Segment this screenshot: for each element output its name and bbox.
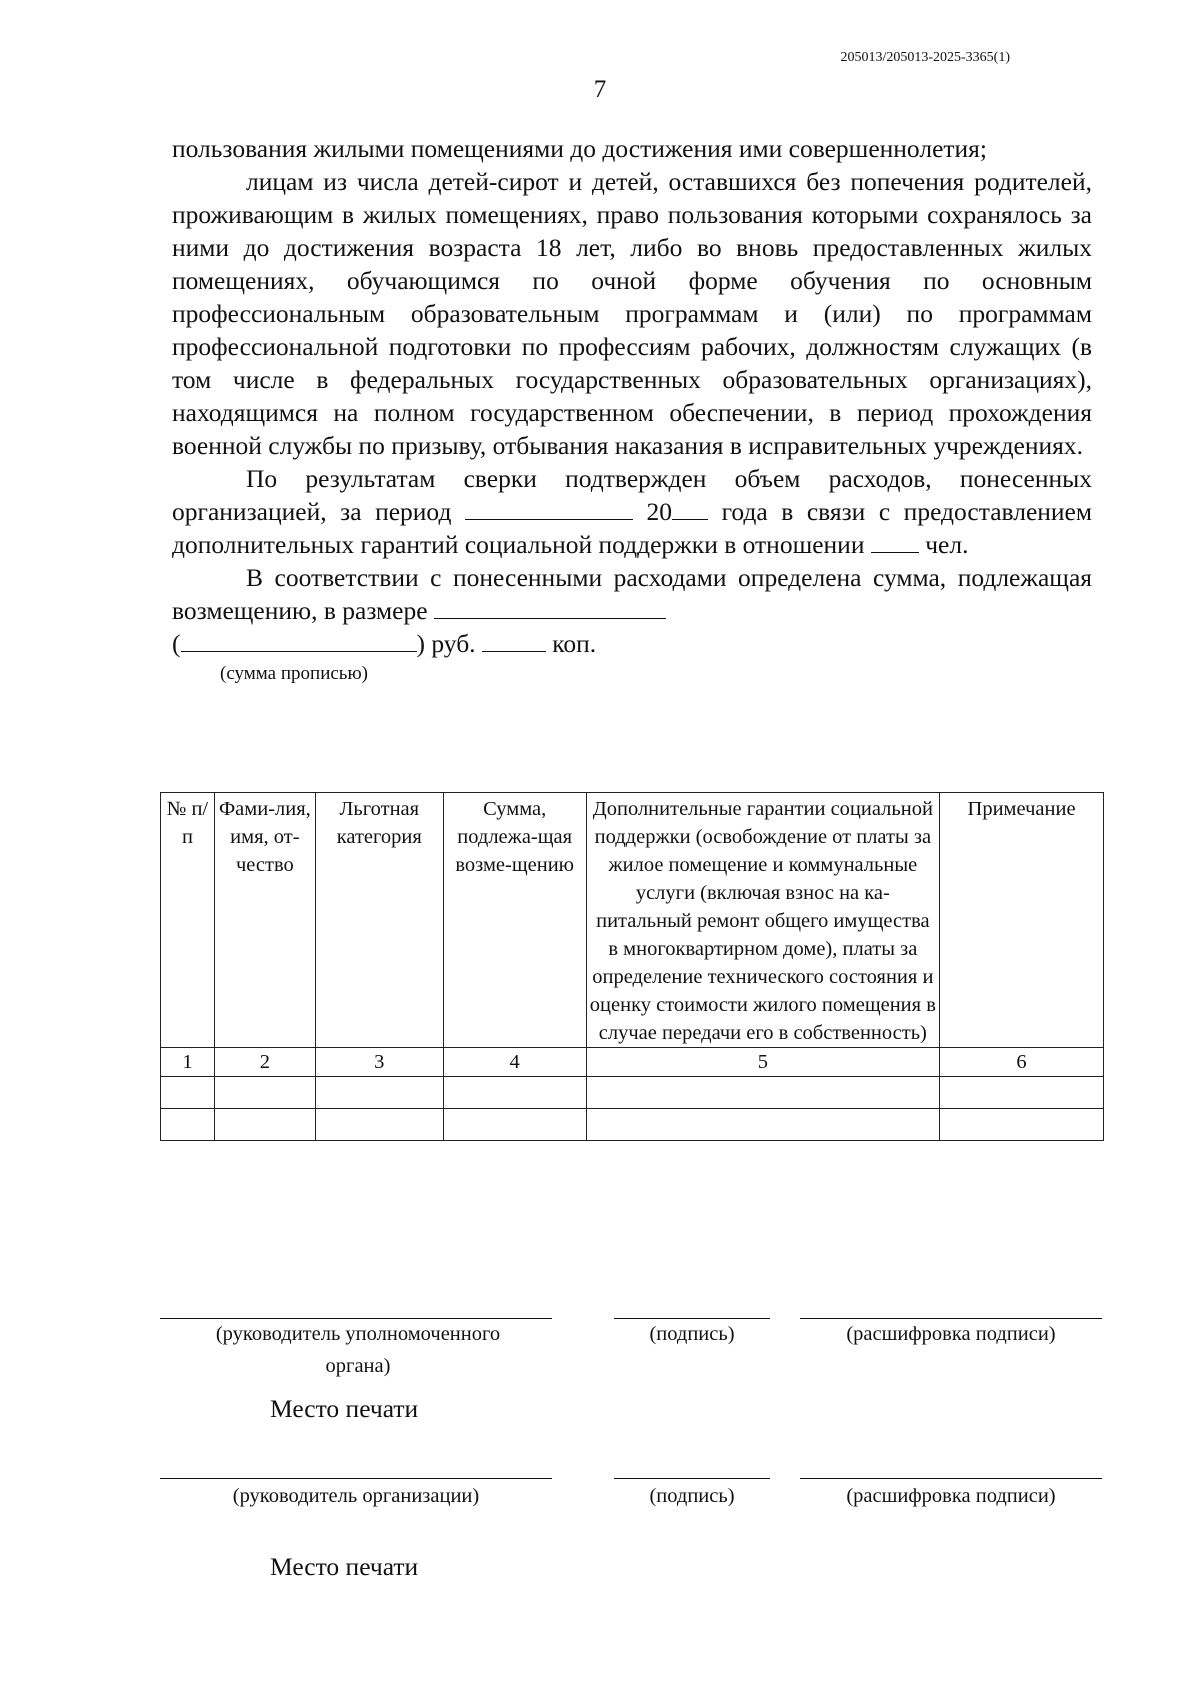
org-head-caption: (руководитель организации) xyxy=(232,1485,480,1507)
amount-blank[interactable] xyxy=(434,596,666,619)
signature-caption: (подпись) xyxy=(649,1485,735,1507)
table-cell[interactable] xyxy=(214,1077,315,1109)
compensation-table xyxy=(160,792,1104,1141)
seal-place-2: Место печати xyxy=(270,1552,419,1581)
col-header-number: № п/п xyxy=(161,793,215,1048)
col-header-note: Примечание xyxy=(940,793,1104,1048)
year-blank[interactable] xyxy=(672,497,708,520)
authority-head-caption: (руководитель уполномоченного органа) xyxy=(215,1323,501,1377)
table-header-row xyxy=(161,793,1104,1048)
col-header-amount: Сумма, подлежа-щая возме-щению xyxy=(443,793,586,1048)
paragraph-1: пользования жилыми помещениями до достижения ими совершеннолетия; xyxy=(172,134,987,163)
table-cell[interactable] xyxy=(940,1077,1104,1109)
signature-decoding-caption: (расшифровка подписи) xyxy=(846,1323,1056,1345)
paragraph-3-text-c: года в связи с предоставлением дополнительных гарантий социальной поддержки в отношении xyxy=(172,497,1093,559)
table-cell[interactable] xyxy=(443,1109,586,1141)
persons-blank[interactable] xyxy=(871,530,919,553)
table-cell[interactable] xyxy=(586,1077,940,1109)
table-cell[interactable] xyxy=(161,1077,215,1109)
signature-decoding-caption: (расшифровка подписи) xyxy=(846,1485,1056,1507)
column-number: 4 xyxy=(443,1048,586,1077)
rub-label: ) руб. xyxy=(416,629,476,658)
document-number: 205013/205013-2025-3365(1) xyxy=(840,50,1010,65)
document-body xyxy=(172,132,1092,686)
table-cell[interactable] xyxy=(940,1109,1104,1141)
column-number: 5 xyxy=(586,1048,940,1077)
col-header-benefit-category: Льготная категория xyxy=(315,793,443,1048)
sum-in-words-note: (сумма прописью) xyxy=(220,663,368,684)
table-cell[interactable] xyxy=(586,1109,940,1141)
period-blank[interactable] xyxy=(465,497,633,520)
table-cell[interactable] xyxy=(315,1109,443,1141)
column-number-row xyxy=(161,1048,1104,1077)
col-header-guarantees: Дополнительные гарантии социальной поддержки (освобождение от платы за жилое помещение и коммунальные услуги (включая взнос на ка-питальный ремонт общего имущества в многоквартирном доме), платы за определение технического состояния и оценку стоимости жилого помещения в случае передачи его в собственность) xyxy=(586,793,940,1048)
amount-words-blank[interactable] xyxy=(181,629,417,652)
column-number: 1 xyxy=(161,1048,215,1077)
org-decoding-line[interactable] xyxy=(800,1478,1102,1479)
table-cell[interactable] xyxy=(443,1077,586,1109)
paragraph-3 xyxy=(172,462,1092,561)
table-row xyxy=(161,1109,1104,1141)
table-cell[interactable] xyxy=(315,1077,443,1109)
table-cell[interactable] xyxy=(161,1109,215,1141)
org-head-line[interactable] xyxy=(160,1478,552,1479)
paragraph-2: лицам из числа детей-сирот и детей, оставшихся без попечения родителей, проживающим в жилых помещениях, право пользования которыми сохранялось за ними до достижения возраста 18 лет, либо во вновь предоставленных жилых помещениях, обучающимся по очной форме обучения по основным профессиональным образовательным программам и (или) по программам профессиональной подготовки по профессиям рабочих, должностям служащих (в том числе в федеральных государственных образовательных организациях), находящимся на полном государственном обеспечении, в период прохождения военной службы по призыву, отбывания наказания в исправительных учреждениях. xyxy=(172,167,1092,460)
persons-unit: чел. xyxy=(925,530,969,559)
paragraph-3-text-a: По результатам сверки подтвержден объем расходов, понесенных организацией, за период xyxy=(172,464,1092,526)
col-header-full-name: Фами-лия, имя, от-чество xyxy=(214,793,315,1048)
table-cell[interactable] xyxy=(214,1109,315,1141)
table-row xyxy=(161,1077,1104,1109)
page-number: 7 xyxy=(593,76,607,103)
signature-caption: (подпись) xyxy=(649,1323,735,1345)
org-signature-line[interactable] xyxy=(614,1478,770,1479)
seal-place-1: Место печати xyxy=(270,1394,419,1423)
kop-label: коп. xyxy=(552,629,597,658)
amount-words-line xyxy=(172,627,1092,660)
amount-open-paren: ( xyxy=(172,629,181,658)
column-number: 2 xyxy=(214,1048,315,1077)
paragraph-4 xyxy=(172,561,1092,627)
year-prefix: 20 xyxy=(646,497,673,526)
paragraph-4-text: В соответствии с понесенными расходами определена сумма, подлежащая возмещению, в размере xyxy=(172,563,1092,625)
kop-blank[interactable] xyxy=(482,629,546,652)
column-number: 3 xyxy=(315,1048,443,1077)
column-number: 6 xyxy=(940,1048,1104,1077)
